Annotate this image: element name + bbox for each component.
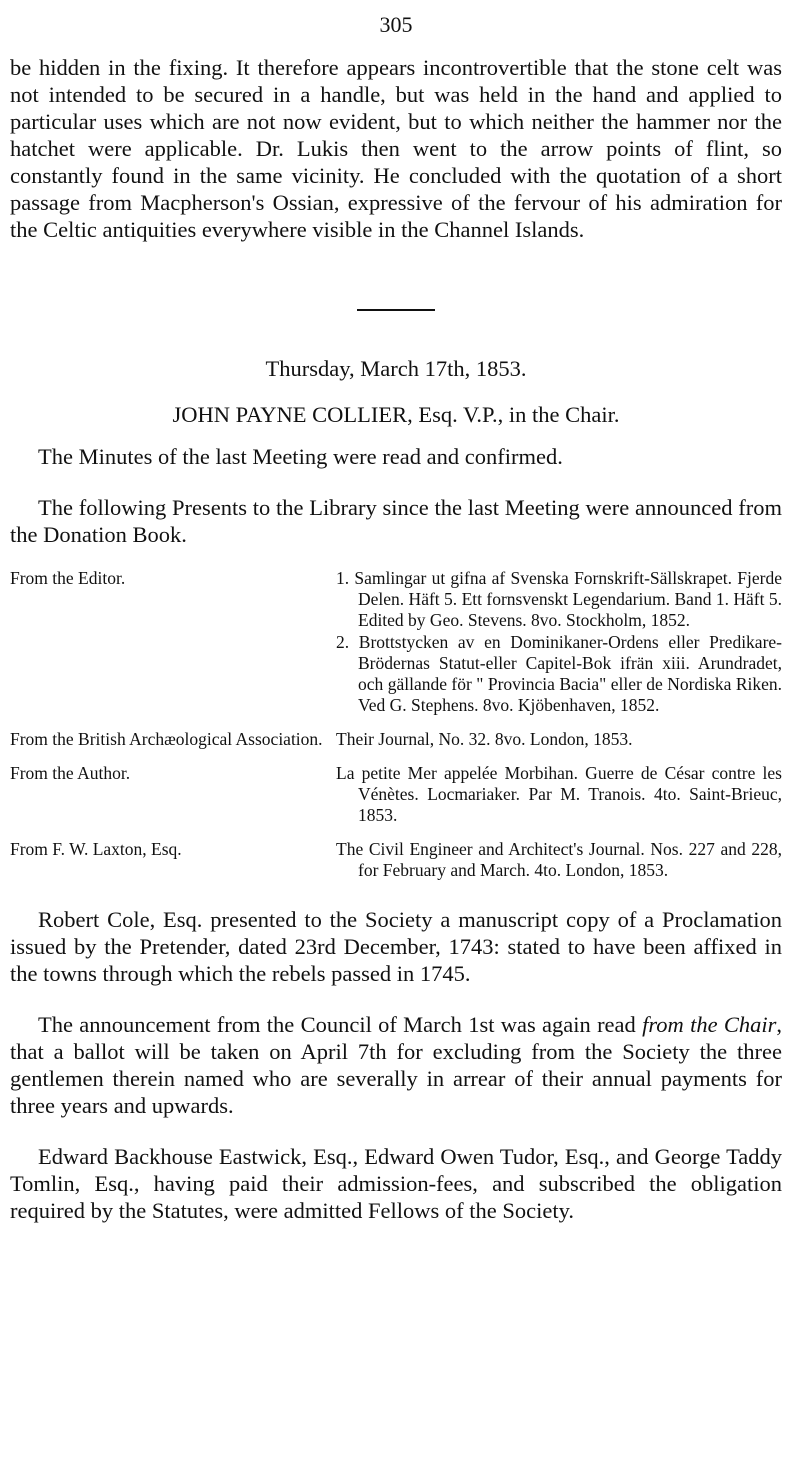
donation-list (10, 568, 782, 882)
council-text-start: The announcement from the Council of March 1st was again read (38, 1011, 636, 1037)
opening-paragraph: be hidden in the fixing. It therefore appears incontrovertible that the stone celt was not intended to be secured in a handle, but was held in the hand and applied to particular uses which are not now evident, but to which neither the hammer nor the hatchet were applicable. Dr. Lukis then went to the arrow points of flint, so constantly found in the same vicinity. He concluded with the quotation of a short passage from Macpherson's Ossian, expressive of the fervour of his admiration for the Celtic antiquities everywhere visible in the Channel Islands. (10, 55, 782, 242)
donation-item: Their Journal, No. 32. 8vo. London, 1853. (336, 728, 633, 749)
section-divider (357, 309, 435, 311)
donation-entry (10, 729, 782, 751)
council-text-italic: from the Chair (642, 1011, 777, 1037)
minutes-statement: The Minutes of the last Meeting were read and confirmed. (38, 444, 563, 469)
council-paragraph (10, 1011, 782, 1119)
fellows-paragraph: Edward Backhouse Eastwick, Esq., Edward Owen Tudor, Esq., and George Taddy Tomlin, Esq., having paid their admission-fees, and subscribed the obligation required by the Statutes, were admitted Fellows of the Society. (10, 1143, 782, 1223)
council-text-end: , that a ballot will be taken on April 7th for excluding from the Society the three gentlemen therein named who are severally in arrear of their annual payments for three years and upwards. (10, 1011, 783, 1118)
donation-item: 1. Samlingar ut gifna af Svenska Fornskrift-Sällskrapet. Fjerde Delen. Häft 5. Ett fornsvenskt Legendarium. Band 1. Häft 5. Edited by Geo. Stevens. 8vo. Stockholm, 1852. (336, 567, 782, 630)
meeting-chair: JOHN PAYNE COLLIER, Esq. V.P., in the Chair. (172, 402, 620, 427)
donation-entry (10, 763, 782, 827)
donor-name: From the Author. (10, 762, 131, 783)
donation-entry (10, 568, 782, 717)
page-number: 305 (379, 12, 413, 37)
donation-items (336, 839, 782, 882)
cole-paragraph: Robert Cole, Esq. presented to the Society a manuscript copy of a Proclamation issued by the Pretender, dated 23rd December, 1743: stated to have been affixed in the towns through which the rebels passed in 1745. (10, 906, 782, 986)
donor-name: From the Editor. (10, 567, 126, 588)
donation-item: La petite Mer appelée Morbihan. Guerre de César contre les Vénètes. Locmariaker. Par M. Tranois. 4to. Saint-Brieuc, 1853. (336, 762, 782, 825)
meeting-date: Thursday, March 17th, 1853. (265, 356, 527, 381)
donor-name: From the British Archæological Association. (10, 728, 323, 749)
presents-intro: The following Presents to the Library since the last Meeting were announced from the Donation Book. (10, 494, 782, 547)
donation-item: 2. Brottstycken av en Dominikaner-Ordens eller Predikare-Brödernas Statut-eller Capitel-Bok ifrän xiii. Arundradet, och gällande för " Provincia Bacia" eller de Nordiska Riken. Ved G. Stephens. 8vo. Kjöbenhaven, 1852. (336, 631, 782, 715)
donation-items (336, 568, 782, 717)
book-page (10, 0, 782, 1224)
donor-name: From F. W. Laxton, Esq. (10, 838, 182, 859)
donation-item: The Civil Engineer and Architect's Journal. Nos. 227 and 228, for February and March. 4to. London, 1853. (336, 838, 782, 880)
donation-entry (10, 839, 782, 882)
donation-items (336, 729, 782, 751)
donation-items (336, 763, 782, 827)
